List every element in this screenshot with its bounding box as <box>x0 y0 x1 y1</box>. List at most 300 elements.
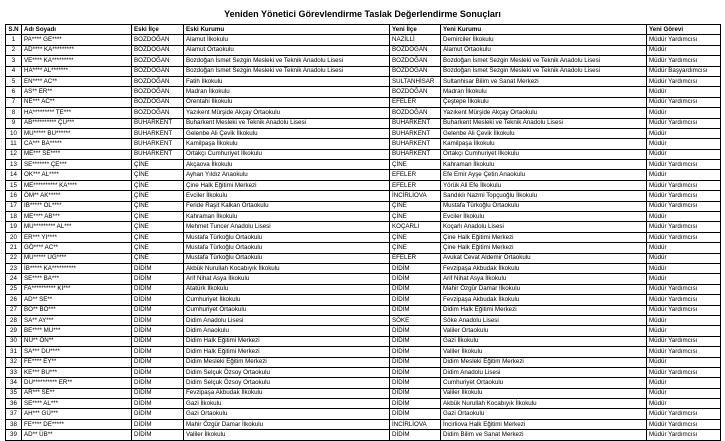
table-row <box>6 274 721 284</box>
cell-new-district: BOZDOĞAN <box>390 45 441 55</box>
cell-name: SA*** DU**** <box>22 347 132 357</box>
table-row <box>6 399 721 409</box>
cell-sn: 16 <box>6 191 22 201</box>
cell-new-institution: Cumhuriyet Ortaokulu <box>441 378 647 388</box>
cell-new-role: Müdür <box>647 315 721 325</box>
table-row <box>6 139 721 149</box>
cell-new-district: DİDİM <box>390 378 441 388</box>
cell-old-institution: Gazi İlkokulu <box>184 399 390 409</box>
table-row <box>6 357 721 367</box>
cell-new-institution: Didim Halk Eğitimi Merkezi <box>441 305 647 315</box>
cell-old-district: DİDİM <box>132 263 184 273</box>
cell-name: SE**** AL*** <box>22 399 132 409</box>
cell-old-institution: Çine Halk Eğitimi Merkezi <box>184 180 390 190</box>
cell-new-role: Müdür Yardımcısı <box>647 305 721 315</box>
cell-old-institution: Feride Raşit Kalkan Ortaokulu <box>184 201 390 211</box>
table-row <box>6 191 721 201</box>
cell-sn: 39 <box>6 430 22 440</box>
results-table <box>5 24 721 441</box>
table-header-row <box>6 25 721 35</box>
cell-new-institution: Evciler İlkokulu <box>441 212 647 222</box>
cell-old-institution: Ortakçı Cumhuriyet İlkokulu <box>184 149 390 159</box>
table-row <box>6 35 721 45</box>
cell-sn: 6 <box>6 87 22 97</box>
table-row <box>6 222 721 232</box>
cell-sn: 26 <box>6 295 22 305</box>
cell-new-institution: Söke Anadolu Lisesi <box>441 315 647 325</box>
cell-new-role: Müdür <box>647 399 721 409</box>
cell-old-institution: Evciler İlkokulu <box>184 191 390 201</box>
cell-old-district: DİDİM <box>132 399 184 409</box>
cell-old-district: DİDİM <box>132 430 184 440</box>
cell-sn: 17 <box>6 201 22 211</box>
cell-new-institution: Mahir Özgür Damar İlkokulu <box>441 284 647 294</box>
cell-sn: 15 <box>6 180 22 190</box>
cell-new-district: ÇİNE <box>390 212 441 222</box>
cell-new-role: Müdür Yardımcısı <box>647 35 721 45</box>
cell-new-institution: Valiler Ortaokulu <box>441 326 647 336</box>
cell-new-institution: Madran İlkokulu <box>441 87 647 97</box>
cell-new-role: Müdür Yardımcısı <box>647 295 721 305</box>
table-row <box>6 108 721 118</box>
table-row <box>6 409 721 419</box>
cell-old-institution: Örentahi İlkokulu <box>184 97 390 107</box>
cell-name: FE**** EY** <box>22 357 132 367</box>
table-row <box>6 336 721 346</box>
cell-new-district: EFELER <box>390 180 441 190</box>
cell-new-role: Müdür Yardımcısı <box>647 56 721 66</box>
cell-name: AR*** SE** <box>22 388 132 398</box>
cell-new-institution: Yazıkent Mürşide Akçay Ortaokulu <box>441 108 647 118</box>
cell-old-institution: Cumhuriyet İlkokulu <box>184 295 390 305</box>
cell-name: PA**** GE**** <box>22 35 132 45</box>
cell-old-district: BOZDOĞAN <box>132 45 184 55</box>
cell-name: NE*** AC** <box>22 97 132 107</box>
cell-new-institution: Çine Halk Eğitimi Merkezi <box>441 243 647 253</box>
cell-new-institution: Didim Mesleki Eğitim Merkezi <box>441 357 647 367</box>
cell-new-district: DİDİM <box>390 295 441 305</box>
column-header-sn: S.N <box>6 25 22 35</box>
cell-new-district: DİDİM <box>390 388 441 398</box>
cell-name: AD** SE** <box>22 295 132 305</box>
cell-sn: 13 <box>6 160 22 170</box>
cell-name: SE**** BA*** <box>22 274 132 284</box>
cell-old-institution: Mehmet Tuncer Anadolu Lisesi <box>184 222 390 232</box>
cell-sn: 23 <box>6 263 22 273</box>
cell-sn: 24 <box>6 274 22 284</box>
cell-new-role: Müdür <box>647 326 721 336</box>
cell-name: CA*** BA***** <box>22 139 132 149</box>
table-row <box>6 347 721 357</box>
cell-old-institution: Mahir Özgür Damar İlkokulu <box>184 419 390 429</box>
cell-new-institution: Buharkent Mesleki ve Teknik Anadolu Lisesi <box>441 118 647 128</box>
cell-old-institution: Didim Selçuk Özsoy Ortaokulu <box>184 367 390 377</box>
table-row <box>6 45 721 55</box>
cell-sn: 28 <box>6 315 22 325</box>
cell-old-district: DİDİM <box>132 378 184 388</box>
table-row <box>6 315 721 325</box>
table-row <box>6 253 721 263</box>
cell-old-institution: Didim Anaokulu <box>184 326 390 336</box>
table-row <box>6 212 721 222</box>
cell-old-institution: Mustafa Türkoğlu Ortaokulu <box>184 243 390 253</box>
cell-new-institution: Gazi Ortaokulu <box>441 409 647 419</box>
cell-old-district: DİDİM <box>132 284 184 294</box>
cell-new-role: Müdür <box>647 263 721 273</box>
cell-sn: 25 <box>6 284 22 294</box>
cell-old-district: DİDİM <box>132 409 184 419</box>
cell-old-district: ÇİNE <box>132 222 184 232</box>
cell-new-district: ÇİNE <box>390 201 441 211</box>
cell-new-institution: Arif Nihat Asya İlkokulu <box>441 274 647 284</box>
cell-old-institution: Alamut İlkokulu <box>184 35 390 45</box>
cell-new-institution: Fevzipaşa Akbudak İlkokulu <box>441 263 647 273</box>
cell-name: ME*** SE**** <box>22 149 132 159</box>
cell-name: OK*** AL**** <box>22 170 132 180</box>
cell-old-district: BOZDOĞAN <box>132 35 184 45</box>
cell-old-institution: Kamilpaşa İlkokulu <box>184 139 390 149</box>
cell-name: AH*** GÜ*** <box>22 409 132 419</box>
cell-new-role: Müdür <box>647 357 721 367</box>
cell-new-role: Müdür Yardımcısı <box>647 97 721 107</box>
cell-sn: 4 <box>6 66 22 76</box>
cell-sn: 34 <box>6 378 22 388</box>
cell-new-institution: Fevzipaşa Akbudak İlkokulu <box>441 295 647 305</box>
cell-old-district: ÇİNE <box>132 191 184 201</box>
cell-old-district: ÇİNE <box>132 253 184 263</box>
cell-old-institution: Didim Anadolu Lisesi <box>184 315 390 325</box>
cell-sn: 20 <box>6 232 22 242</box>
cell-sn: 3 <box>6 56 22 66</box>
cell-new-district: DİDİM <box>390 399 441 409</box>
table-row <box>6 160 721 170</box>
cell-name: HA**** AL******* <box>22 66 132 76</box>
cell-old-district: BUHARKENT <box>132 128 184 138</box>
cell-old-district: ÇİNE <box>132 212 184 222</box>
table-row <box>6 430 721 440</box>
table-row <box>6 232 721 242</box>
cell-new-role: Müdür Başyardımcısı <box>647 66 721 76</box>
cell-sn: 22 <box>6 253 22 263</box>
cell-sn: 19 <box>6 222 22 232</box>
cell-new-institution: Kamilpaşa İlkokulu <box>441 139 647 149</box>
table-row <box>6 66 721 76</box>
cell-new-district: ÇİNE <box>390 243 441 253</box>
cell-old-institution: Buharkent Mesleki ve Teknik Anadolu Lisesi <box>184 118 390 128</box>
cell-sn: 8 <box>6 108 22 118</box>
table-row <box>6 263 721 273</box>
table-row <box>6 201 721 211</box>
cell-new-role: Müdür Yardımcısı <box>647 180 721 190</box>
cell-name: HA********* TE*** <box>22 108 132 118</box>
column-header-new-role: Yeni Görevi <box>647 25 721 35</box>
cell-new-institution: Efe Emir Ayşe Çetin Anaokulu <box>441 170 647 180</box>
cell-old-district: DİDİM <box>132 336 184 346</box>
cell-sn: 10 <box>6 128 22 138</box>
column-header-new-district: Yeni İlçe <box>390 25 441 35</box>
table-row <box>6 180 721 190</box>
cell-new-role: Müdür <box>647 212 721 222</box>
cell-old-district: DİDİM <box>132 388 184 398</box>
cell-name: MU********* AL*** <box>22 222 132 232</box>
cell-new-institution: Didim Bilim ve Sanat Merkezi <box>441 430 647 440</box>
cell-old-institution: Kahraman İlkokulu <box>184 212 390 222</box>
cell-old-district: BUHARKENT <box>132 118 184 128</box>
cell-name: FA********** Kİ*** <box>22 284 132 294</box>
column-header-old-district: Eski İlçe <box>132 25 184 35</box>
cell-sn: 18 <box>6 212 22 222</box>
cell-new-institution: Valiler İlkokulu <box>441 388 647 398</box>
cell-name: SA** AY*** <box>22 315 132 325</box>
cell-new-role: Müdür Yardımcısı <box>647 232 721 242</box>
table-row <box>6 305 721 315</box>
cell-old-institution: Mustafa Türkoğlu Ortaokulu <box>184 232 390 242</box>
cell-new-role: Müdür <box>647 108 721 118</box>
cell-old-institution: Bozdoğan İsmet Sezgin Mesleki ve Teknik Anadolu Lisesi <box>184 66 390 76</box>
cell-new-district: DİDİM <box>390 326 441 336</box>
cell-new-institution: Valiler İlkokulu <box>441 347 647 357</box>
cell-old-district: DİDİM <box>132 419 184 429</box>
cell-old-institution: Yazıkent Mürşide Akçay Ortaokulu <box>184 108 390 118</box>
cell-name: İB***** OL**** <box>22 201 132 211</box>
cell-new-role: Müdür <box>647 87 721 97</box>
cell-sn: 35 <box>6 388 22 398</box>
cell-new-institution: Çine Halk Eğitimi Merkezi <box>441 232 647 242</box>
cell-new-district: İNCİRLİOVA <box>390 191 441 201</box>
cell-sn: 27 <box>6 305 22 315</box>
cell-old-institution: Didim Halk Eğitimi Merkezi <box>184 347 390 357</box>
cell-new-institution: Bozdoğan İsmet Sezgin Mesleki ve Teknik Anadolu Lisesi <box>441 66 647 76</box>
cell-old-district: BOZDOĞAN <box>132 108 184 118</box>
column-header-name: Adı Soyadı <box>22 25 132 35</box>
cell-new-district: BUHARKENT <box>390 149 441 159</box>
cell-sn: 31 <box>6 347 22 357</box>
cell-old-institution: Akçaova İlkokulu <box>184 160 390 170</box>
cell-sn: 1 <box>6 35 22 45</box>
cell-new-district: BOZDOĞAN <box>390 87 441 97</box>
cell-old-institution: Madran İlkokulu <box>184 87 390 97</box>
cell-name: AD**** KA********* <box>22 45 132 55</box>
cell-new-role: Müdür <box>647 149 721 159</box>
cell-old-institution: Gelenbe Ali Çevik İlkokulu <box>184 128 390 138</box>
cell-old-institution: Bozdoğan İsmet Sezgin Mesleki ve Teknik Anadolu Lisesi <box>184 56 390 66</box>
cell-name: ÖM** AK***** <box>22 191 132 201</box>
table-row <box>6 419 721 429</box>
cell-old-institution: Fevzipaşa Akbudak İlkokulu <box>184 388 390 398</box>
cell-new-district: BOZDOĞAN <box>390 66 441 76</box>
table-row <box>6 118 721 128</box>
cell-sn: 2 <box>6 45 22 55</box>
cell-new-role: Müdür <box>647 243 721 253</box>
page-title: Yeniden Yönetici Görevlendirme Taslak Değerlendirme Sonuçları <box>224 9 501 19</box>
cell-new-district: EFELER <box>390 170 441 180</box>
cell-name: BO** BO*** <box>22 305 132 315</box>
cell-new-district: DİDİM <box>390 284 441 294</box>
cell-name: SE******* ÇE*** <box>22 160 132 170</box>
cell-new-role: Müdür Yardımcısı <box>647 191 721 201</box>
table-row <box>6 56 721 66</box>
cell-new-district: EFELER <box>390 97 441 107</box>
cell-old-district: ÇİNE <box>132 243 184 253</box>
cell-new-district: DİDİM <box>390 347 441 357</box>
cell-name: AS** ER** <box>22 87 132 97</box>
cell-new-institution: Çeştepe İlkokulu <box>441 97 647 107</box>
cell-new-institution: Avukat Cevat Aldemir Ortaokulu <box>441 253 647 263</box>
table-body <box>6 35 721 440</box>
cell-name: MU***** UĞ**** <box>22 253 132 263</box>
cell-new-role: Müdür <box>647 378 721 388</box>
cell-name: ME**** AB*** <box>22 212 132 222</box>
cell-new-role: Müdür Yardımcısı <box>647 367 721 377</box>
table-row <box>6 367 721 377</box>
cell-old-district: ÇİNE <box>132 160 184 170</box>
cell-old-institution: Alamut Ortaokulu <box>184 45 390 55</box>
cell-new-district: DİDİM <box>390 274 441 284</box>
cell-old-district: DİDİM <box>132 367 184 377</box>
cell-old-institution: Ayhan Yıldız Anaokulu <box>184 170 390 180</box>
cell-name: İB***** KA********** <box>22 263 132 273</box>
cell-name: AD** ÜB** <box>22 430 132 440</box>
cell-new-district: SULTANHİSAR <box>390 76 441 86</box>
cell-old-institution: Didim Halk Eğitimi Merkezi <box>184 336 390 346</box>
cell-new-institution: Kahraman İlkokulu <box>441 160 647 170</box>
cell-new-role: Müdür Yardımcısı <box>647 347 721 357</box>
table-row <box>6 170 721 180</box>
table-row <box>6 76 721 86</box>
cell-old-district: BUHARKENT <box>132 139 184 149</box>
cell-old-district: DİDİM <box>132 305 184 315</box>
cell-old-institution: Arif Nihat Asya İlkokulu <box>184 274 390 284</box>
cell-old-institution: Atatürk İlkokulu <box>184 284 390 294</box>
cell-new-district: NAZİLLİ <box>390 35 441 45</box>
cell-new-institution: Didim Anadolu Lisesi <box>441 367 647 377</box>
cell-new-institution: Sultanhisar Bilim ve Sanat Merkezi <box>441 76 647 86</box>
cell-new-district: SÖKE <box>390 315 441 325</box>
cell-name: BE**** MU*** <box>22 326 132 336</box>
cell-new-role: Müdür <box>647 253 721 263</box>
cell-old-district: ÇİNE <box>132 170 184 180</box>
cell-name: EN**** AC** <box>22 76 132 86</box>
cell-new-institution: Akbük Nurullah Kocabıyık İlkokulu <box>441 399 647 409</box>
cell-new-institution: Gazi İlkokulu <box>441 336 647 346</box>
cell-old-institution: Gazi Ortaokulu <box>184 409 390 419</box>
cell-name: KE*** BU*** <box>22 367 132 377</box>
cell-new-institution: Sandıklı Nazmi Topçuoğlu İlkokulu <box>441 191 647 201</box>
cell-new-role: Müdür Yardımcısı <box>647 201 721 211</box>
column-header-new-institution: Yeni Kurumu <box>441 25 647 35</box>
cell-new-institution: Alamut Ortaokulu <box>441 45 647 55</box>
cell-new-district: DİDİM <box>390 336 441 346</box>
cell-name: ER*** YI**** <box>22 232 132 242</box>
cell-sn: 9 <box>6 118 22 128</box>
cell-new-district: DİDİM <box>390 367 441 377</box>
cell-old-institution: Didim Mesleki Eğitim Merkezi <box>184 357 390 367</box>
cell-old-district: BOZDOĞAN <box>132 87 184 97</box>
cell-old-district: BOZDOĞAN <box>132 97 184 107</box>
cell-old-district: BOZDOĞAN <box>132 56 184 66</box>
table-row <box>6 388 721 398</box>
cell-new-district: BUHARKENT <box>390 128 441 138</box>
column-header-old-institution: Eski Kurumu <box>184 25 390 35</box>
cell-new-role: Müdür Yardımcısı <box>647 118 721 128</box>
cell-old-district: ÇİNE <box>132 201 184 211</box>
cell-sn: 38 <box>6 419 22 429</box>
cell-new-district: ÇİNE <box>390 160 441 170</box>
cell-old-institution: Mustafa Türkoğlu Ortaokulu <box>184 253 390 263</box>
cell-name: FE**** DE***** <box>22 419 132 429</box>
cell-old-district: DİDİM <box>132 315 184 325</box>
cell-old-district: DİDİM <box>132 326 184 336</box>
cell-old-district: DİDİM <box>132 295 184 305</box>
cell-new-institution: Yörük Ali Efe İlkokulu <box>441 180 647 190</box>
cell-new-institution: Ortakçı Cumhuriyet İlkokulu <box>441 149 647 159</box>
cell-sn: 5 <box>6 76 22 86</box>
cell-sn: 33 <box>6 367 22 377</box>
cell-old-district: ÇİNE <box>132 180 184 190</box>
cell-new-district: DİDİM <box>390 305 441 315</box>
table-row <box>6 97 721 107</box>
cell-name: VE**** KA********* <box>22 56 132 66</box>
cell-new-institution: Bozdoğan İsmet Sezgin Mesleki ve Teknik Anadolu Lisesi <box>441 56 647 66</box>
cell-new-role: Müdür Yardımcısı <box>647 222 721 232</box>
cell-new-district: DİDİM <box>390 409 441 419</box>
cell-old-district: DİDİM <box>132 347 184 357</box>
cell-new-district: ÇİNE <box>390 232 441 242</box>
table-row <box>6 128 721 138</box>
cell-new-role: Müdür Yardımcısı <box>647 430 721 440</box>
cell-sn: 30 <box>6 336 22 346</box>
cell-sn: 7 <box>6 97 22 107</box>
cell-new-role: Müdür Yardımcısı <box>647 76 721 86</box>
cell-old-district: BOZDOĞAN <box>132 66 184 76</box>
cell-new-district: BOZDOĞAN <box>390 108 441 118</box>
cell-sn: 32 <box>6 357 22 367</box>
cell-old-district: DİDİM <box>132 357 184 367</box>
table-row <box>6 149 721 159</box>
cell-new-institution: İncirliova Halk Eğitimi Merkezi <box>441 419 647 429</box>
table-row <box>6 243 721 253</box>
cell-new-district: İNCİRLİOVA <box>390 419 441 429</box>
table-row <box>6 378 721 388</box>
cell-new-institution: Mustafa Türkoğlu Ortaokulu <box>441 201 647 211</box>
cell-old-institution: Fatih İlkokulu <box>184 76 390 86</box>
cell-new-role: Müdür <box>647 274 721 284</box>
cell-new-institution: Gelenbe Ali Çevik İlkokulu <box>441 128 647 138</box>
cell-sn: 11 <box>6 139 22 149</box>
cell-new-role: Müdür Yardımcısı <box>647 160 721 170</box>
cell-new-role: Müdür <box>647 388 721 398</box>
cell-new-district: DİDİM <box>390 430 441 440</box>
cell-new-role: Müdür Yardımcısı <box>647 336 721 346</box>
cell-sn: 21 <box>6 243 22 253</box>
cell-new-role: Müdür Yardımcısı <box>647 284 721 294</box>
table-row <box>6 326 721 336</box>
cell-old-district: BOZDOĞAN <box>132 76 184 86</box>
cell-name: AB********** ÇU*** <box>22 118 132 128</box>
cell-name: ME********** KA**** <box>22 180 132 190</box>
cell-old-institution: Cumhuriyet Ortaokulu <box>184 305 390 315</box>
cell-old-district: DİDİM <box>132 274 184 284</box>
cell-name: DU********** ER** <box>22 378 132 388</box>
cell-old-institution: Didim Selçuk Özsoy Ortaokulu <box>184 378 390 388</box>
cell-name: GÖ**** AC** <box>22 243 132 253</box>
cell-new-district: EFELER <box>390 253 441 263</box>
cell-sn: 12 <box>6 149 22 159</box>
cell-new-district: DİDİM <box>390 357 441 367</box>
cell-sn: 14 <box>6 170 22 180</box>
table-row <box>6 87 721 97</box>
cell-new-role: Müdür <box>647 139 721 149</box>
